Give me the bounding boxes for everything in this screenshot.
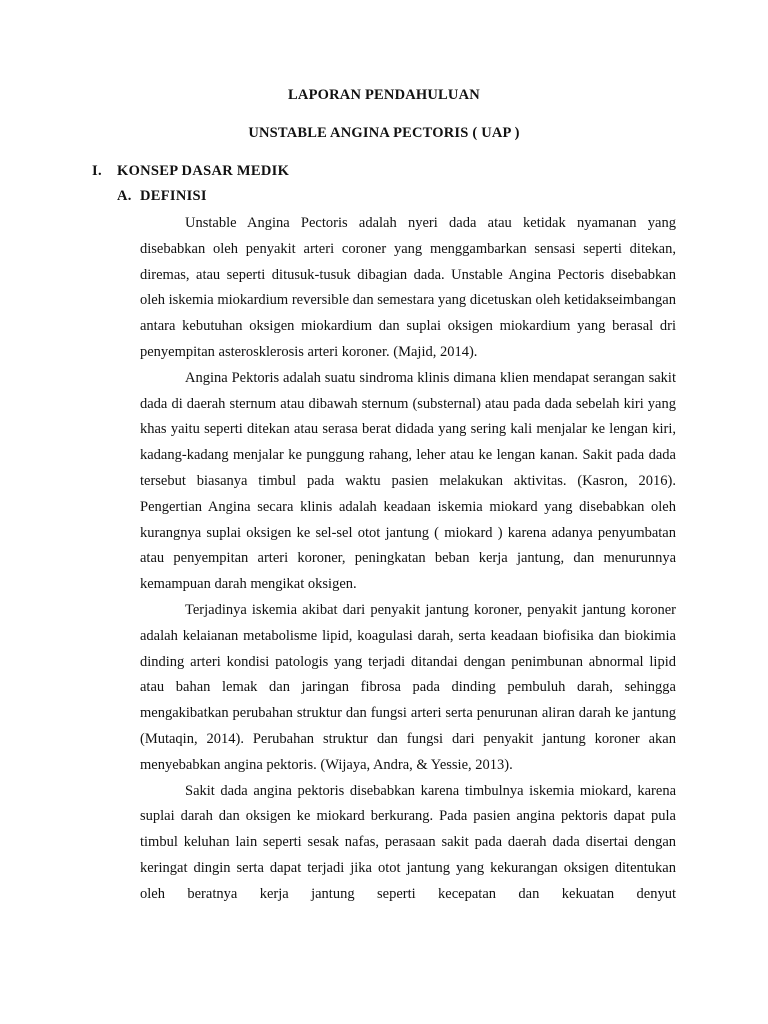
paragraph-definition-1: Unstable Angina Pectoris adalah nyeri dada atau ketidak nyamanan yang disebabkan oleh penyakit arteri coroner yang menggambarkan sensasi seperti ditekan, diremas, atau seperti ditusuk-tusuk dibagian dada. Unstable Angina Pectoris disebabkan oleh iskemia miokardium reversible dan semestara yang dicetuskan oleh ketidakseimbangan antara kebutuhan oksigen miokardium dan suplai oksigen miokardium yang berasal dri penyempitan asterosklerosis arteri koroner. (Majid, 2014). — [140, 215, 676, 360]
subsection-letter: A. — [117, 188, 132, 204]
section-heading: KONSEP DASAR MEDIK — [117, 163, 290, 179]
document-body — [140, 211, 676, 908]
paragraph-definition-2: Angina Pektoris adalah suatu sindroma klinis dimana klien mendapat serangan sakit dada di daerah sternum atau dibawah sternum (substernal) atau pada dada sebelah kiri yang khas yaitu seperti ditekan atau serasa berat didada yang sering kali menjalar ke lengan kiri, kadang-kadang menjalar ke punggung rahang, leher atau ke lengan kanan. Sakit pada dada tersebut biasanya timbul pada waktu pasien melakukan aktivitas. (Kasron, 2016). Pengertian Angina secara klinis adalah keadaan iskemia miokard yang disebabkan oleh kurangnya suplai oksigen ke sel-sel otot jantung ( miokard ) karena adanya penyumbatan atau penyempitan arteri koroner, peningkatan beban kerja jantung, dan menurunnya kemampuan darah mengikat oksigen. — [140, 369, 676, 593]
paragraph-definition-4: Sakit dada angina pektoris disebabkan karena timbulnya iskemia miokard, karena suplai darah dan oksigen ke miokard berkurang. Pada pasien angina pektoris dapat pula timbul keluhan lain seperti sesak nafas, perasaan sakit pada daerah dada disertai dengan keringat dingin serta dapat terjadi jika otot jantung yang kekurangan oksigen ditentukan oleh beratnya kerja jantung seperti kecepatan dan kekuatan denyut — [140, 782, 676, 902]
document-title: LAPORAN PENDAHULUAN — [288, 87, 480, 103]
subsection-heading: DEFINISI — [140, 188, 207, 204]
section-number: I. — [92, 163, 102, 179]
paragraph-definition-3: Terjadinya iskemia akibat dari penyakit jantung koroner, penyakit jantung koroner adalah kelaianan metabolisme lipid, koagulasi darah, serta keadaan biofisika dan biokimia dinding arteri kondisi patologis yang terjadi ditandai dengan penimbunan abnormal lipid atau bahan lemak dan jaringan fibrosa pada dinding pembuluh darah, sehingga mengakibatkan perubahan struktur dan fungsi arteri serta penurunan aliran darah ke jantung (Mutaqin, 2014). Perubahan struktur dan fungsi dari penyakit jantung koroner akan menyebabkan angina pektoris. (Wijaya, Andra, & Yessie, 2013). — [140, 601, 676, 773]
document-subtitle: UNSTABLE ANGINA PECTORIS ( UAP ) — [248, 125, 520, 141]
